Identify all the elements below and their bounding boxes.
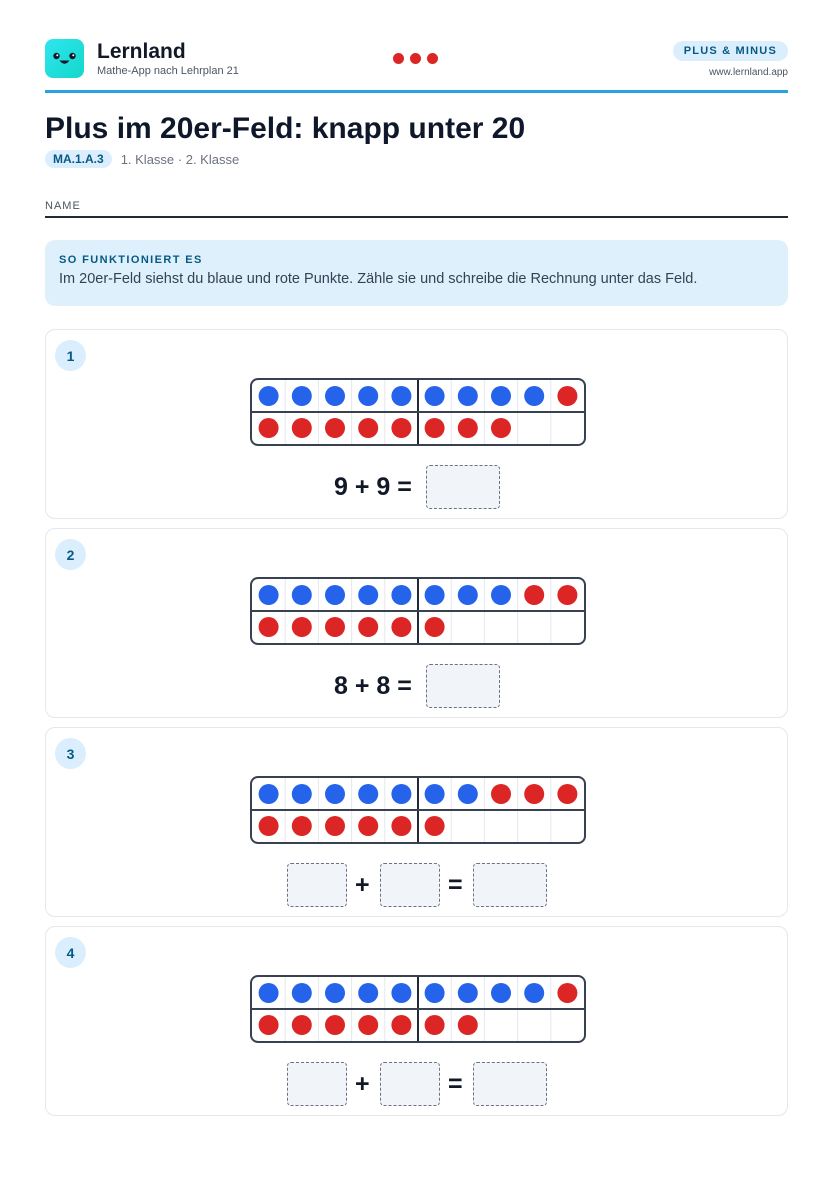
twenty-frame-grid [252, 579, 584, 643]
equals-sign: = [448, 871, 463, 899]
red-counter [524, 784, 544, 804]
red-counter [292, 1015, 312, 1035]
dot [410, 53, 421, 64]
red-counter [358, 816, 378, 836]
red-counter [325, 816, 345, 836]
blue-counter [425, 386, 445, 406]
blue-counter [458, 784, 478, 804]
red-counter [292, 418, 312, 438]
equation-text: 8 + 8 = [334, 672, 412, 700]
red-counter [325, 418, 345, 438]
blue-counter [358, 585, 378, 605]
task-number: 3 [55, 738, 86, 769]
red-counter [259, 418, 279, 438]
blue-counter [358, 784, 378, 804]
first-addend-box[interactable] [287, 863, 347, 907]
blue-counter [491, 983, 511, 1003]
header-divider [45, 90, 788, 93]
blue-counter [292, 983, 312, 1003]
twenty-frame [250, 776, 586, 844]
equation-row [46, 465, 787, 509]
red-counter [557, 983, 577, 1003]
equation-row [46, 664, 787, 708]
blue-counter [425, 983, 445, 1003]
blue-counter [391, 784, 411, 804]
red-counter [524, 585, 544, 605]
red-counter [325, 617, 345, 637]
twenty-frame-grid [252, 380, 584, 444]
red-counter [259, 816, 279, 836]
brand [97, 40, 239, 77]
topic-pill: PLUS & MINUS [673, 41, 788, 61]
red-counter [491, 418, 511, 438]
plus-sign: + [355, 1070, 370, 1098]
red-counter [391, 617, 411, 637]
equation-row [46, 863, 787, 907]
blue-counter [458, 386, 478, 406]
blue-counter [425, 585, 445, 605]
grade-level: 1. Klasse · 2. Klasse [120, 151, 240, 167]
red-counter [557, 585, 577, 605]
task-number: 4 [55, 937, 86, 968]
blue-counter [259, 386, 279, 406]
red-counter [292, 617, 312, 637]
instructions-box [45, 240, 788, 306]
curriculum-code-badge: MA.1.A.3 [45, 150, 112, 168]
red-counter [259, 617, 279, 637]
twenty-frame-grid [252, 977, 584, 1041]
red-counter [491, 784, 511, 804]
dot [427, 53, 438, 64]
blue-counter [458, 983, 478, 1003]
blue-counter [325, 585, 345, 605]
blue-counter [259, 585, 279, 605]
brand-name: Lernland [97, 40, 186, 63]
blue-counter [391, 386, 411, 406]
red-counter [557, 784, 577, 804]
blue-counter [325, 784, 345, 804]
answer-box[interactable] [426, 664, 500, 708]
blue-counter [524, 983, 544, 1003]
blue-counter [358, 983, 378, 1003]
first-addend-box[interactable] [287, 1062, 347, 1106]
red-counter [425, 816, 445, 836]
twenty-frame [250, 975, 586, 1043]
red-counter [425, 617, 445, 637]
equals-sign: = [448, 1070, 463, 1098]
task-card-3 [45, 727, 788, 917]
blue-counter [491, 585, 511, 605]
sum-answer-box[interactable] [473, 863, 547, 907]
website-url: www.lernland.app [709, 67, 788, 78]
blue-counter [325, 983, 345, 1003]
plus-sign: + [355, 871, 370, 899]
sum-answer-box[interactable] [473, 1062, 547, 1106]
twenty-frame-grid [252, 778, 584, 842]
red-counter [391, 418, 411, 438]
blue-counter [391, 585, 411, 605]
header [45, 39, 788, 94]
red-counter [358, 1015, 378, 1035]
blue-counter [259, 983, 279, 1003]
name-label: NAME [45, 200, 81, 212]
red-counter [557, 386, 577, 406]
red-counter [325, 1015, 345, 1035]
blue-counter [391, 983, 411, 1003]
second-addend-box[interactable] [380, 1062, 440, 1106]
second-addend-box[interactable] [380, 863, 440, 907]
red-counter [425, 418, 445, 438]
brand-subtitle: Mathe-App nach Lehrplan 21 [97, 65, 239, 77]
answer-box[interactable] [426, 465, 500, 509]
name-write-line[interactable] [45, 216, 788, 218]
task-card-1 [45, 329, 788, 519]
blue-counter [292, 784, 312, 804]
equation-text: 9 + 9 = [334, 473, 412, 501]
blue-counter [358, 386, 378, 406]
red-counter [292, 816, 312, 836]
task-number: 2 [55, 539, 86, 570]
instructions-heading: SO FUNKTIONIERT ES [59, 254, 203, 266]
red-counter [391, 1015, 411, 1035]
twenty-frame [250, 378, 586, 446]
worksheet-title: Plus im 20er-Feld: knapp unter 20 [45, 112, 526, 145]
blue-counter [425, 784, 445, 804]
dot [393, 53, 404, 64]
blue-counter [292, 585, 312, 605]
equation-row [46, 1062, 787, 1106]
instructions-text: Im 20er-Feld siehst du blaue und rote Punkte. Zähle sie und schreibe die Rechnung unter das Feld. [59, 271, 698, 287]
smiley-logo-icon [45, 39, 84, 78]
blue-counter [458, 585, 478, 605]
red-counter [391, 816, 411, 836]
task-card-4 [45, 926, 788, 1116]
twenty-frame [250, 577, 586, 645]
blue-counter [325, 386, 345, 406]
task-card-2 [45, 528, 788, 718]
task-number: 1 [55, 340, 86, 371]
red-counter [458, 418, 478, 438]
worksheet-meta [45, 150, 239, 168]
red-counter [259, 1015, 279, 1035]
blue-counter [491, 386, 511, 406]
red-counter [425, 1015, 445, 1035]
red-counter [358, 418, 378, 438]
red-counter [458, 1015, 478, 1035]
blue-counter [259, 784, 279, 804]
blue-counter [292, 386, 312, 406]
blue-counter [524, 386, 544, 406]
red-counter [358, 617, 378, 637]
three-dots-icon [393, 53, 438, 64]
